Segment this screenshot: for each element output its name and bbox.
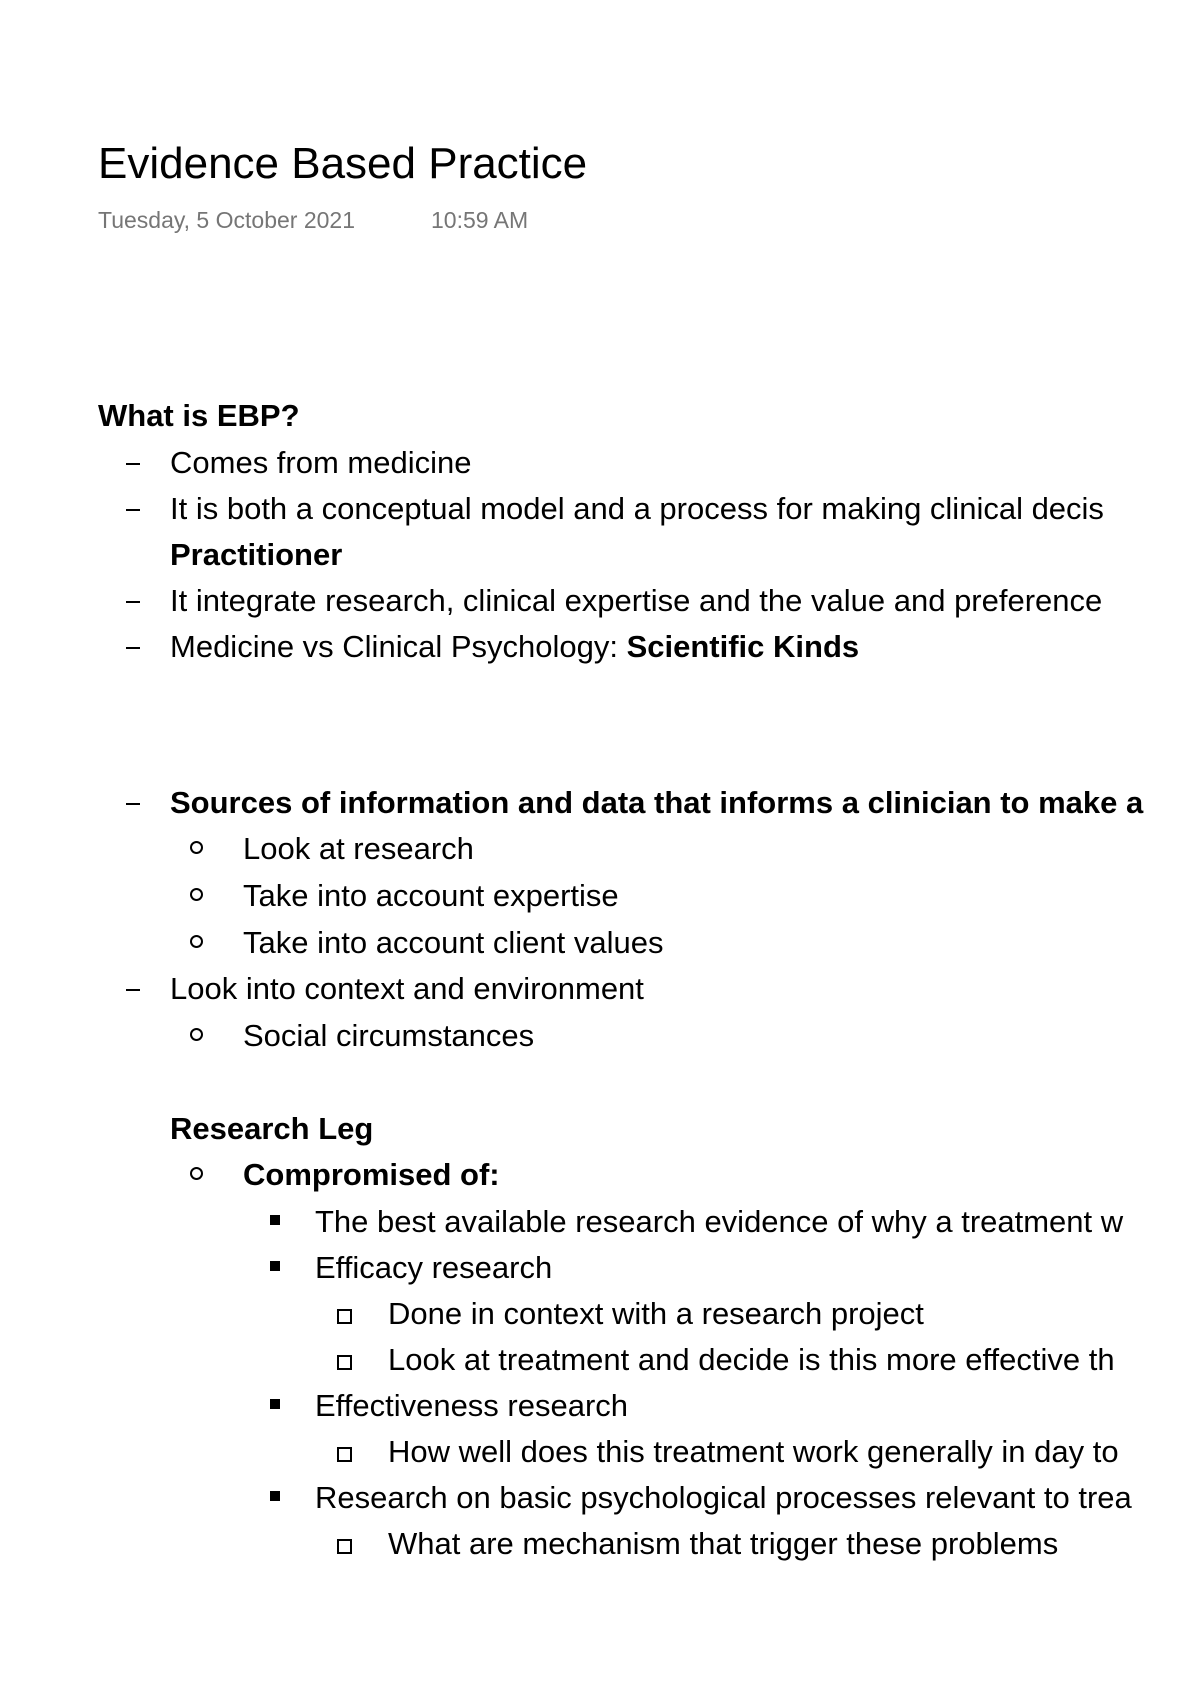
list-item	[0, 1199, 1200, 1245]
page-date: Tuesday, 5 October 2021	[98, 207, 355, 233]
list-item	[0, 873, 1200, 919]
page-time: 10:59 AM	[431, 207, 529, 233]
heading-what-is-ebp	[0, 393, 1200, 439]
circle-bullet-icon	[190, 1167, 203, 1180]
square-bullet-icon	[270, 1215, 280, 1225]
square-bullet-icon	[270, 1399, 280, 1409]
list-item-text: Look at treatment and decide is this more effective th	[388, 1342, 1115, 1377]
list-item-text: Look at research	[243, 831, 474, 866]
box-bullet-icon	[337, 1539, 352, 1554]
list-item-text: Research on basic psychological processes relevant to trea	[315, 1480, 1132, 1515]
dash-bullet-icon	[126, 803, 140, 805]
dash-bullet-icon	[126, 463, 140, 465]
list-item-text: Take into account expertise	[243, 878, 619, 913]
list-item	[0, 440, 1200, 486]
list-item	[0, 1429, 1200, 1475]
list-item	[0, 578, 1200, 624]
list-item-text: Done in context with a research project	[388, 1296, 924, 1331]
list-item-text: It is both a conceptual model and a process for making clinical decis	[170, 491, 1104, 526]
dash-bullet-icon	[126, 989, 140, 991]
list-item-text: The best available research evidence of why a treatment w	[315, 1204, 1124, 1239]
square-bullet-icon	[270, 1261, 280, 1271]
list-item-text: Effectiveness research	[315, 1388, 629, 1423]
list-item	[0, 624, 1200, 670]
list-item	[0, 1013, 1200, 1059]
list-item	[0, 1475, 1200, 1521]
list-item-text: Sources of information and data that informs a clinician to make a	[170, 785, 1144, 820]
box-bullet-icon	[337, 1309, 352, 1324]
box-bullet-icon	[337, 1355, 352, 1370]
heading-research-leg	[0, 1106, 1200, 1152]
list-item-text: Look into context and environment	[170, 971, 644, 1006]
dash-bullet-icon	[126, 509, 140, 511]
list-item	[0, 920, 1200, 966]
list-item-text: Take into account client values	[243, 925, 664, 960]
list-item-text-bold: Scientific Kinds	[626, 629, 860, 664]
list-item	[0, 1383, 1200, 1429]
square-bullet-icon	[270, 1491, 280, 1501]
list-item-text: What are mechanism that trigger these problems	[388, 1526, 1059, 1561]
list-item	[0, 1291, 1200, 1337]
list-item-text: Compromised of:	[243, 1157, 500, 1192]
circle-bullet-icon	[190, 841, 203, 854]
circle-bullet-icon	[190, 888, 203, 901]
circle-bullet-icon	[190, 935, 203, 948]
list-item	[0, 966, 1200, 1012]
list-item-text: Social circumstances	[243, 1018, 535, 1053]
list-item	[0, 826, 1200, 872]
list-item-text: How well does this treatment work generally in day to	[388, 1434, 1119, 1469]
box-bullet-icon	[337, 1447, 352, 1462]
dash-bullet-icon	[126, 601, 140, 603]
circle-bullet-icon	[190, 1028, 203, 1041]
list-item	[0, 486, 1200, 532]
list-item	[0, 1245, 1200, 1291]
list-item	[0, 1521, 1200, 1567]
heading-text: What is EBP?	[98, 398, 300, 433]
list-item-text: Comes from medicine	[170, 445, 472, 480]
list-item-text: Efficacy research	[315, 1250, 553, 1285]
list-item	[0, 780, 1200, 826]
list-item-text: It integrate research, clinical expertise and the value and preference	[170, 583, 1103, 618]
list-item	[0, 1152, 1200, 1198]
list-item-text-plain: Medicine vs Clinical Psychology:	[170, 629, 627, 664]
page-title: Evidence Based Practice	[98, 139, 588, 188]
list-item	[0, 1337, 1200, 1383]
dash-bullet-icon	[126, 647, 140, 649]
list-item-text: Practitioner	[170, 537, 343, 572]
list-item-text	[170, 624, 859, 670]
heading-text: Research Leg	[170, 1111, 374, 1146]
list-item-continuation	[0, 532, 1200, 578]
